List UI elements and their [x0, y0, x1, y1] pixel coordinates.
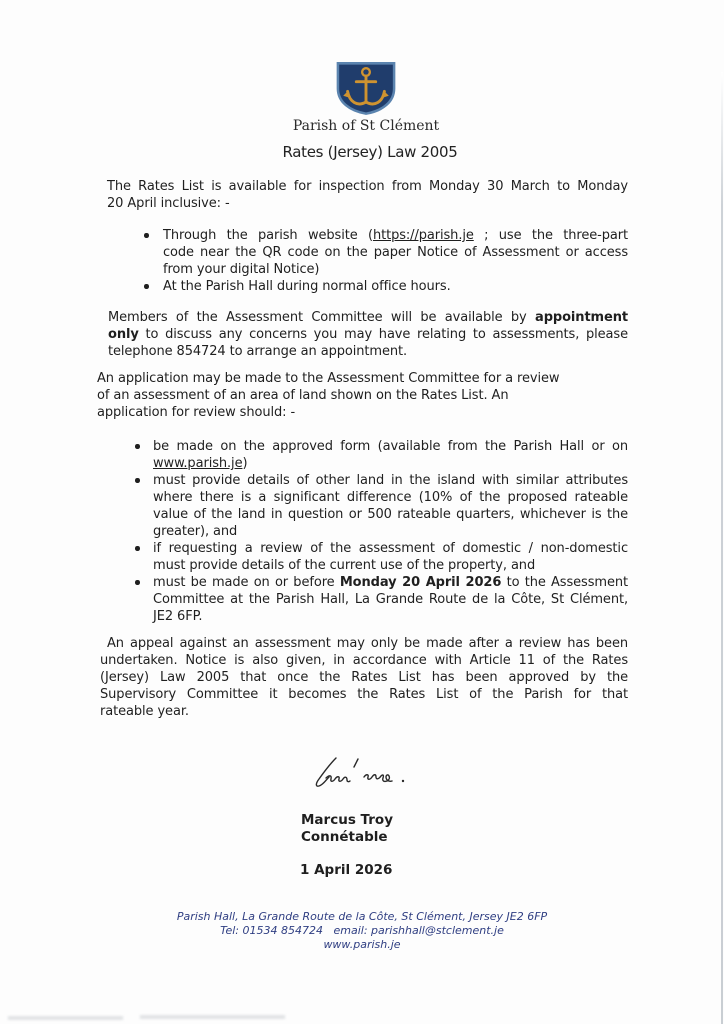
text-line	[153, 574, 628, 591]
bullet-icon	[135, 580, 140, 585]
text-run: undertaken. Notice is also given, in accordance with Article 11 of the Rates	[100, 653, 628, 668]
bullet-icon	[144, 233, 149, 238]
text-run: At the Parish Hall during normal office hours.	[163, 279, 451, 294]
bullet-list	[153, 438, 628, 625]
text-run: value of the land in question or 500 rateable quarters, whichever is the	[153, 507, 628, 522]
text-run: appointment	[535, 310, 628, 325]
text-line	[153, 455, 628, 472]
bullet-icon	[135, 546, 140, 551]
text-run: to the Assessment	[501, 575, 628, 590]
text-line	[107, 195, 628, 212]
text-line	[100, 703, 628, 720]
signatory-name: Marcus Troy	[301, 812, 394, 828]
footer-contact: Tel: 01534 854724 email: parishhall@stclement.je	[220, 924, 504, 937]
text-line	[153, 591, 628, 608]
text-run: An application may be made to the Assessment Committee for a review	[97, 371, 560, 386]
bullet-item	[153, 472, 628, 540]
text-run: must be made on or before	[153, 575, 340, 590]
text-line	[108, 326, 628, 343]
text-run: Members of the Assessment Committee will be available by	[108, 310, 536, 325]
text-line	[153, 608, 628, 625]
notice-date: 1 April 2026	[300, 862, 393, 878]
text-run: JE2 6FP.	[153, 609, 203, 624]
organization-name: Parish of St Clément	[292, 118, 440, 134]
parish-website-link[interactable]: https://parish.je	[372, 228, 474, 243]
bullet-item	[163, 278, 628, 295]
text-run: of an assessment of an area of land shown on the Rates List. An	[97, 388, 509, 403]
text-run: The Rates List is available for inspection from Monday 30 March to Monday	[107, 179, 628, 194]
text-line	[153, 557, 628, 574]
bullet-icon	[135, 444, 140, 449]
text-line	[163, 244, 628, 261]
text-run: must provide details of the current use of the property, and	[153, 558, 536, 573]
bullet-item	[153, 540, 628, 574]
text-run: An appeal against an assessment may only be made after a review has been	[107, 636, 628, 651]
text-run: rateable year.	[100, 704, 189, 719]
text-line	[163, 278, 628, 295]
scan-edge-artifact	[721, 72, 723, 1024]
text-run: ; use the three-part	[473, 228, 628, 243]
text-run: Monday 20 April 2026	[339, 575, 502, 590]
text-line	[108, 309, 628, 326]
text-line	[163, 261, 628, 278]
bullet-icon	[135, 478, 140, 483]
text-run: Through the parish website (	[163, 228, 373, 243]
text-line	[107, 178, 628, 195]
text-run: 20 April inclusive: -	[107, 196, 230, 211]
text-line	[100, 669, 628, 686]
footer-website: www.parish.je	[323, 938, 401, 951]
text-line	[97, 387, 628, 404]
text-run: Supervisory Committee it becomes the Rates List of the Parish for that	[100, 687, 628, 702]
text-run: if requesting a review of the assessment of domestic / non-domestic	[153, 541, 628, 556]
text-line	[100, 686, 628, 703]
text-run: code near the QR code on the paper Notice of Assessment or access	[163, 245, 628, 260]
parish-website-link[interactable]: www.parish.je	[153, 456, 243, 471]
paragraph	[100, 635, 628, 720]
paragraph	[107, 178, 628, 212]
signatory-block	[301, 812, 393, 846]
signature-image	[306, 751, 406, 793]
document-title: Rates (Jersey) Law 2005	[282, 143, 458, 161]
text-line	[153, 506, 628, 523]
text-line	[97, 370, 628, 387]
text-run: )	[242, 456, 248, 471]
text-line	[108, 343, 628, 360]
text-run: to discuss any concerns you may have relating to assessments, please	[138, 327, 628, 342]
text-line	[153, 523, 628, 540]
text-run: be made on the approved form (available from the Parish Hall or on	[153, 439, 628, 454]
text-line	[153, 540, 628, 557]
paragraph	[108, 309, 628, 360]
footer-address: Parish Hall, La Grande Route de la Côte, St Clément, Jersey JE2 6FP	[176, 910, 548, 923]
bullet-item	[163, 227, 628, 278]
scan-smudge	[140, 1015, 285, 1019]
signatory-title: Connétable	[301, 829, 388, 845]
text-line	[153, 438, 628, 455]
text-line	[163, 227, 628, 244]
text-run: where there is a significant difference (10% of the proposed rateable	[153, 490, 628, 505]
text-line	[100, 652, 628, 669]
text-line	[100, 635, 628, 652]
paragraph	[97, 370, 628, 421]
text-run: telephone 854724 to arrange an appointment.	[108, 344, 408, 359]
text-line	[153, 489, 628, 506]
scan-smudge	[8, 1016, 123, 1020]
letterhead-footer	[0, 910, 724, 952]
text-run: must provide details of other land in the island with similar attributes	[153, 473, 628, 488]
text-line	[153, 472, 628, 489]
text-line	[97, 404, 628, 421]
bullet-list	[163, 227, 628, 295]
text-run: (Jersey) Law 2005 that once the Rates List has been approved by the	[100, 670, 628, 685]
text-run: Committee at the Parish Hall, La Grande Route de la Côte, St Clément,	[153, 592, 628, 607]
text-run: only	[108, 327, 139, 342]
bullet-item	[153, 574, 628, 625]
parish-crest-icon	[335, 61, 397, 116]
bullet-icon	[144, 284, 149, 289]
text-run: greater), and	[153, 524, 238, 539]
text-run: from your digital Notice)	[163, 262, 320, 277]
text-run: application for review should: -	[97, 405, 296, 420]
bullet-item	[153, 438, 628, 472]
